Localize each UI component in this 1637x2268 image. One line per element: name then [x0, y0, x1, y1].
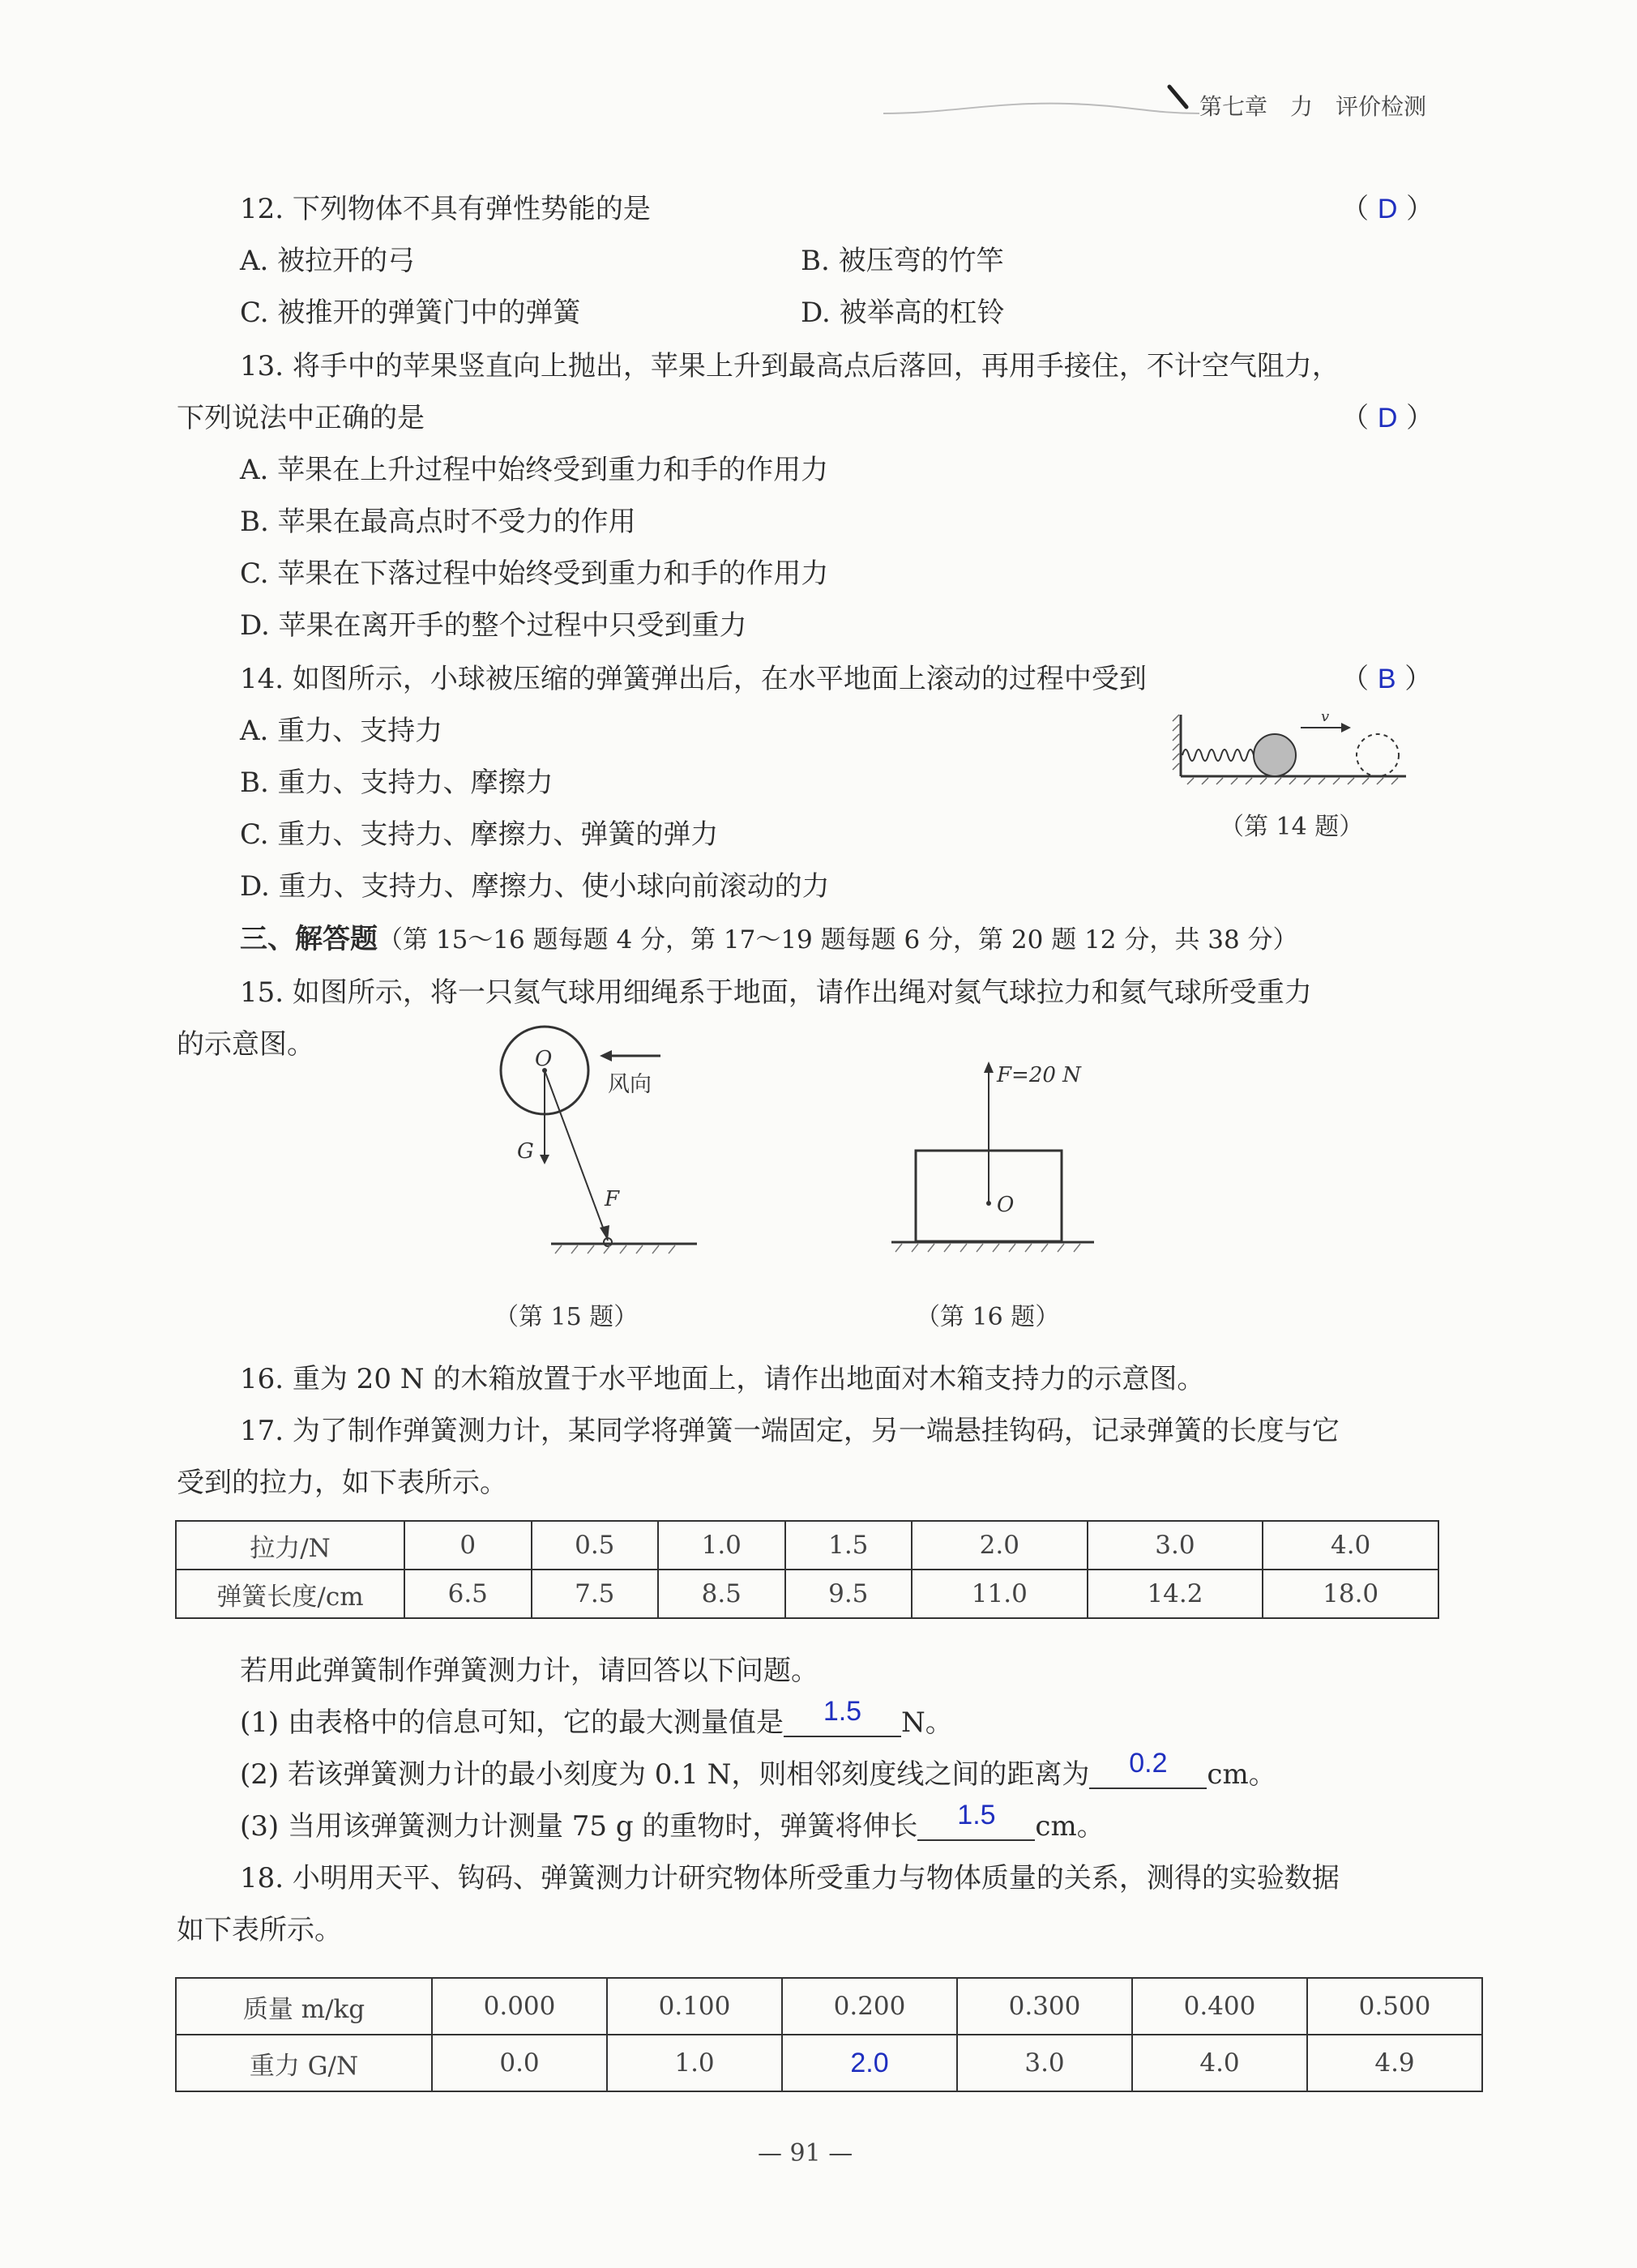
q14-answer: B: [1377, 664, 1396, 694]
table-cell: 0.400: [1132, 1978, 1307, 2035]
q13-option-d: D. 苹果在离开手的整个过程中只受到重力: [240, 609, 747, 642]
page-number: — 91 —: [758, 2139, 853, 2168]
q12-option-c: C. 被推开的弹簧门中的弹簧: [240, 297, 581, 329]
q17-part1-blank: [784, 1696, 901, 1737]
table-cell: 6.5: [404, 1570, 532, 1618]
table-cell: 7.5: [532, 1570, 659, 1618]
q12-answer: D: [1377, 194, 1398, 224]
table-cell: 0.200: [782, 1978, 957, 2035]
q16-stem: 16. 重为 20 N 的木箱放置于水平地面上，请作出地面对木箱支持力的示意图。: [240, 1363, 1205, 1395]
section3-note: （第 15～16 题每题 4 分，第 17～19 题每题 6 分，第 20 题 12 分，共 38 分）: [378, 925, 1298, 955]
q18-table: [175, 1977, 1483, 2092]
q17-part1-answer: 1.5: [823, 1696, 862, 1727]
q14-option-c: C. 重力、支持力、摩擦力、弹簧的弹力: [240, 818, 719, 851]
section3-heading: [240, 921, 1298, 958]
table-cell: 4.0: [1132, 2035, 1307, 2091]
q17-stem-line1: 17. 为了制作弹簧测力计，某同学将弹簧一端固定，另一端悬挂钩码，记录弹簧的长度与它: [240, 1415, 1340, 1447]
table-cell: 0.000: [432, 1978, 607, 2035]
q15-f-label: F: [605, 1187, 620, 1211]
q17-part2-text: (2) 若该弹簧测力计的最小刻度为 0.1 N，则相邻刻度线之间的距离为: [240, 1758, 1090, 1791]
q17-part2-unit: cm。: [1207, 1758, 1276, 1791]
table-row: [176, 1521, 1438, 1570]
q17-part2-blank: [1089, 1748, 1207, 1789]
table-cell: 18.0: [1263, 1570, 1438, 1618]
table-cell: 8.5: [658, 1570, 785, 1618]
q14-figure: [1171, 705, 1414, 786]
table-cell: 4.9: [1307, 2035, 1482, 2091]
table-header-cell: 重力 G/N: [176, 2035, 432, 2091]
section3-title: 三、解答题: [240, 923, 378, 955]
q12-stem: 12. 下列物体不具有弹性势能的是: [240, 193, 651, 225]
q14-option-a: A. 重力、支持力: [240, 715, 443, 747]
q17-part3-unit: cm。: [1035, 1810, 1105, 1843]
q14-answer-bracket: （ B ）: [1341, 663, 1433, 695]
q17-intro: 若用此弹簧制作弹簧测力计，请回答以下问题。: [240, 1655, 818, 1687]
table-row: [176, 2035, 1482, 2091]
q13-option-c: C. 苹果在下落过程中始终受到重力和手的作用力: [240, 557, 829, 590]
q17-part1: [240, 1696, 953, 1741]
q17-table: [175, 1520, 1439, 1619]
q12-answer-bracket: （ D ）: [1341, 193, 1434, 225]
q15-g-label: G: [517, 1139, 534, 1164]
chapter-header: 第七章 力 评价检测: [1199, 93, 1427, 120]
q13-stem-line1: 13. 将手中的苹果竖直向上抛出，苹果上升到最高点后落回，再用手接住，不计空气阻力，: [240, 350, 1340, 382]
q17-stem-line2: 受到的拉力，如下表所示。: [177, 1467, 507, 1499]
q16-figure-caption: （第 16 题）: [916, 1303, 1060, 1331]
q13-answer-bracket: （ D ）: [1341, 402, 1434, 434]
table-header-cell: 弹簧长度/cm: [176, 1570, 404, 1618]
q15-wind-label: 风向: [608, 1072, 652, 1097]
q12-option-d: D. 被举高的杠铃: [801, 297, 1005, 329]
q13-stem-line2: 下列说法中正确的是: [177, 402, 425, 434]
table-row: [176, 1570, 1438, 1618]
q15-o-label: O: [535, 1047, 553, 1071]
q17-part3-blank: [917, 1800, 1035, 1841]
table-cell: 0: [404, 1521, 532, 1570]
table-cell: 1.0: [607, 2035, 782, 2091]
q17-part1-unit: N。: [900, 1706, 953, 1739]
table-cell: 0.300: [957, 1978, 1132, 2035]
table-cell: 0.5: [532, 1521, 659, 1570]
table-cell: 9.5: [785, 1570, 913, 1618]
q14-v-label: v: [1321, 708, 1330, 725]
q17-part2: [240, 1748, 1276, 1792]
q17-part1-text: (1) 由表格中的信息可知，它的最大测量值是: [240, 1706, 784, 1739]
table-header-cell: 质量 m/kg: [176, 1978, 432, 2035]
header-decoration: [883, 89, 1207, 122]
table-cell: 4.0: [1263, 1521, 1438, 1570]
table-header-cell: 拉力/N: [176, 1521, 404, 1570]
table-cell: 0.100: [607, 1978, 782, 2035]
pen-icon: [1167, 84, 1191, 112]
q16-o-label: O: [997, 1193, 1015, 1217]
q17-part3-answer: 1.5: [957, 1800, 996, 1830]
table-cell: 3.0: [957, 2035, 1132, 2091]
q18-stem-line2: 如下表所示。: [177, 1914, 342, 1946]
q15-stem-line2: 的示意图。: [177, 1028, 314, 1061]
q12-option-b: B. 被压弯的竹竿: [801, 245, 1004, 277]
q16-f-label: F=20 N: [997, 1063, 1081, 1087]
table-cell: 3.0: [1088, 1521, 1263, 1570]
table-cell: 14.2: [1088, 1570, 1263, 1618]
q14-figure-caption: （第 14 题）: [1220, 813, 1364, 841]
q17-part3-text: (3) 当用该弹簧测力计测量 75 g 的重物时，弹簧将伸长: [240, 1810, 918, 1843]
table-cell: 1.0: [658, 1521, 785, 1570]
table-cell: 2.0: [782, 2035, 957, 2091]
q12-option-a: A. 被拉开的弓: [240, 245, 416, 277]
table-cell: 2.0: [912, 1521, 1088, 1570]
table-cell: 1.5: [785, 1521, 913, 1570]
q13-option-b: B. 苹果在最高点时不受力的作用: [240, 506, 636, 538]
q17-part3: [240, 1800, 1105, 1844]
q17-part2-answer: 0.2: [1129, 1748, 1168, 1779]
q13-option-a: A. 苹果在上升过程中始终受到重力和手的作用力: [240, 454, 829, 486]
table-cell: 0.0: [432, 2035, 607, 2091]
q15-stem-line1: 15. 如图所示，将一只氦气球用细绳系于地面，请作出绳对氦气球拉力和氦气球所受重力: [240, 976, 1312, 1009]
q13-answer: D: [1377, 403, 1398, 434]
q15-figure-caption: （第 15 题）: [494, 1303, 639, 1331]
q18-stem-line1: 18. 小明用天平、钩码、弹簧测力计研究物体所受重力与物体质量的关系，测得的实验数据: [240, 1862, 1340, 1894]
q14-option-d: D. 重力、支持力、摩擦力、使小球向前滚动的力: [240, 870, 830, 903]
q14-option-b: B. 重力、支持力、摩擦力: [240, 767, 554, 799]
q16-figure: [883, 1045, 1110, 1272]
q15-figure: [454, 1025, 697, 1268]
table-cell: 11.0: [912, 1570, 1088, 1618]
table-cell: 0.500: [1307, 1978, 1482, 2035]
q14-stem: 14. 如图所示，小球被压缩的弹簧弹出后，在水平地面上滚动的过程中受到: [240, 663, 1147, 695]
table-row: [176, 1978, 1482, 2035]
